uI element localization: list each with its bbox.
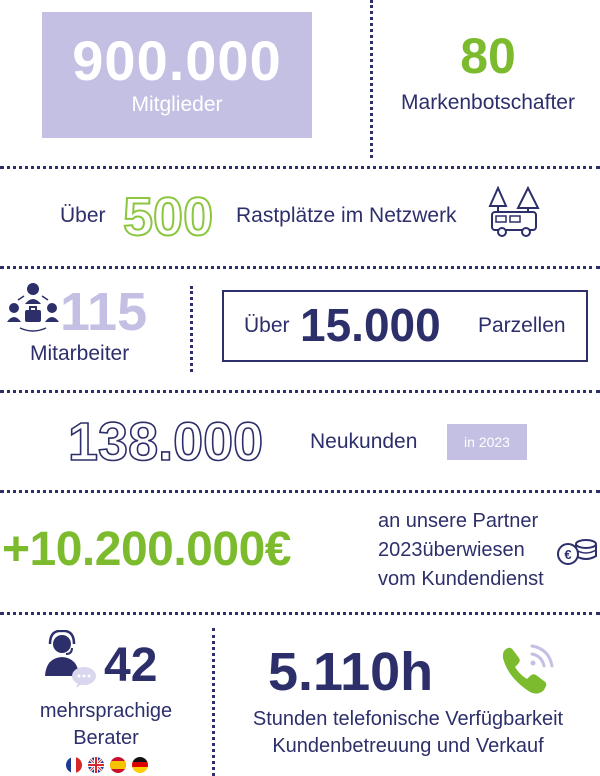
divider-horizontal-2 (0, 266, 600, 269)
divider-horizontal-5 (0, 612, 600, 615)
hours-value: 5.110h (268, 642, 434, 702)
staff-label: Mitarbeiter (30, 342, 130, 365)
hours-line1: Stunden telefonische Verfügbarkeit (252, 708, 564, 730)
network-prefix: Über (60, 204, 106, 227)
year-badge (447, 424, 527, 460)
members-label: Mitglieder (131, 93, 223, 116)
payout-line3: vom Kundendienst (378, 568, 544, 590)
payout-value: +10.200.000€ (2, 523, 291, 576)
ambassadors-label: Markenbotschafter (401, 91, 575, 114)
es-flag-icon (110, 757, 126, 773)
fr-flag-icon (66, 757, 82, 773)
hours-line2: Kundenbetreuung und Verkauf (272, 735, 544, 757)
camper-trees-icon (488, 186, 542, 238)
new-customers-label: Neukunden (310, 430, 418, 453)
pitches-value: 15.000 (300, 299, 441, 351)
staff-value: 115 (60, 282, 148, 342)
euro-coins-icon (556, 536, 598, 568)
pitches-label: Parzellen (478, 314, 566, 337)
members-value: 900.000 (72, 29, 282, 92)
divider-horizontal-3 (0, 390, 600, 393)
advisors-value: 42 (104, 639, 158, 692)
year-badge-text: in 2023 (464, 434, 510, 450)
divider-vertical-2 (190, 286, 193, 372)
uk-flag-icon (88, 757, 104, 773)
advisors-line1: mehrsprachige (39, 700, 173, 722)
team-icon (6, 280, 60, 334)
ambassadors-value: 80 (460, 28, 516, 84)
payout-line2: 2023überwiesen (378, 539, 525, 561)
pitches-prefix: Über (244, 314, 290, 337)
payout-line1: an unsere Partner (378, 510, 539, 532)
de-flag-icon (132, 757, 148, 773)
divider-horizontal-1 (0, 166, 600, 169)
phone-icon (498, 642, 554, 698)
divider-vertical-1 (370, 0, 373, 158)
network-value: 500 (123, 187, 214, 247)
network-label: Rastplätze im Netzwerk (236, 204, 457, 227)
divider-vertical-3 (212, 628, 215, 776)
divider-horizontal-4 (0, 490, 600, 493)
new-customers-value: 138.000 (68, 412, 264, 472)
advisors-line2: Berater (73, 727, 139, 749)
support-agent-icon (42, 630, 98, 688)
svg-text:€: € (564, 547, 572, 562)
